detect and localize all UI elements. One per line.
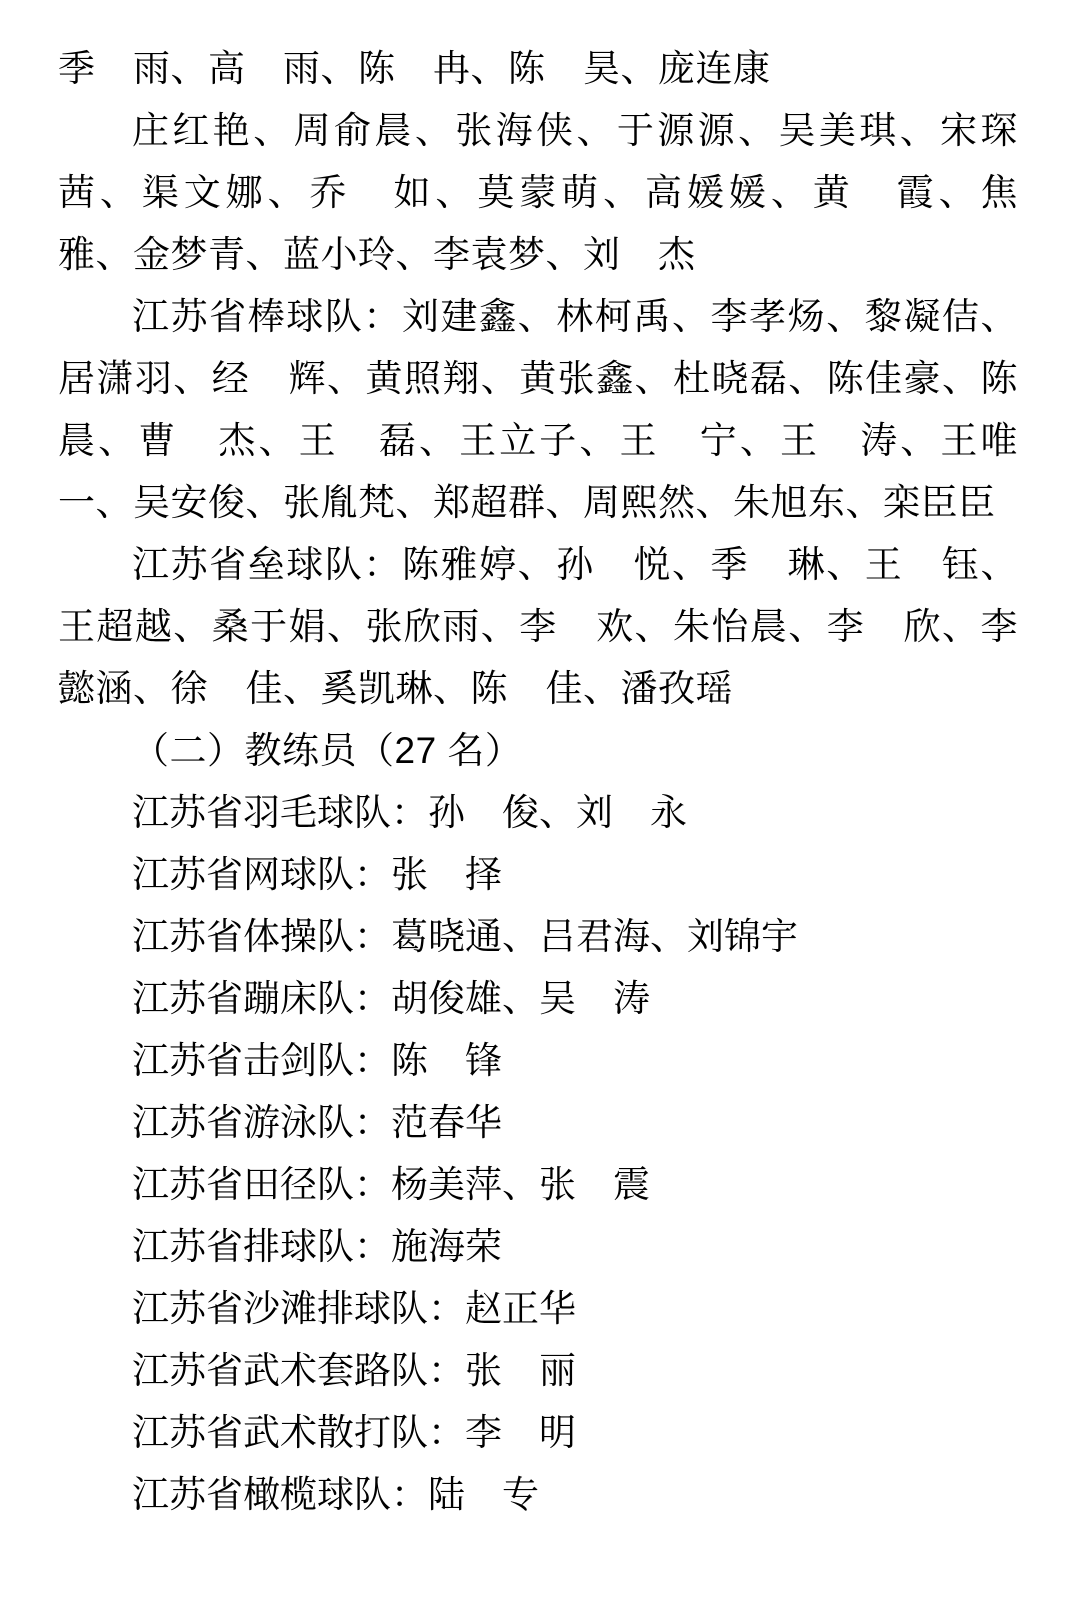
coach-entry-wushu-taolu: 江苏省武术套路队：张 丽 bbox=[132, 1350, 576, 1391]
section-heading-coaches: （二）教练员（27 名） bbox=[132, 730, 523, 771]
coach-entry-badminton: 江苏省羽毛球队：孙 俊、刘 永 bbox=[132, 792, 687, 833]
coach-entry-beach-volleyball: 江苏省沙滩排球队：赵正华 bbox=[132, 1288, 576, 1329]
paragraph-softball-team-roster: 江苏省垒球队：陈雅婷、孙 悦、季 琳、王 钰、王超越、桑于娟、张欣雨、李 欢、朱怡晨、李 欣、李懿涵、徐 佳、奚凯琳、陈 佳、潘孜瑶 bbox=[58, 544, 1018, 709]
coach-entry-tennis: 江苏省网球队：张 择 bbox=[132, 854, 502, 895]
coach-entry-rugby: 江苏省橄榄球队：陆 专 bbox=[132, 1474, 539, 1515]
coach-entry-gymnastics: 江苏省体操队：葛晓通、吕君海、刘锦宇 bbox=[132, 916, 798, 957]
coach-entry-trampoline: 江苏省蹦床队：胡俊雄、吴 涛 bbox=[132, 978, 650, 1019]
paragraph-baseball-team-roster: 江苏省棒球队：刘建鑫、林柯禹、李孝炀、黎凝佶、居潇羽、经 辉、黄照翔、黄张鑫、杜晓磊、陈佳豪、陈 晨、曹 杰、王 磊、王立子、王 宁、王 涛、王唯一、吴安俊、张胤梵、郑超群、周熙然、朱旭东、栾臣臣 bbox=[58, 296, 1056, 523]
coach-entry-wushu-sanda: 江苏省武术散打队：李 明 bbox=[132, 1412, 576, 1453]
coach-entry-fencing: 江苏省击剑队：陈 锋 bbox=[132, 1040, 502, 1081]
paragraph-athletes-continued-2: 庄红艳、周俞晨、张海侠、于源源、吴美琪、宋琛茜、渠文娜、乔 如、莫蒙萌、高媛媛、黄 霞、焦 雅、金梦青、蓝小玲、李袁梦、刘 杰 bbox=[58, 110, 1056, 275]
coach-entry-volleyball: 江苏省排球队：施海荣 bbox=[132, 1226, 502, 1267]
coach-entry-swimming: 江苏省游泳队：范春华 bbox=[132, 1102, 502, 1143]
paragraph-athletes-continued-1: 季 雨、高 雨、陈 冉、陈 昊、庞连康 bbox=[58, 48, 771, 89]
coach-entry-athletics: 江苏省田径队：杨美萍、张 震 bbox=[132, 1164, 650, 1205]
